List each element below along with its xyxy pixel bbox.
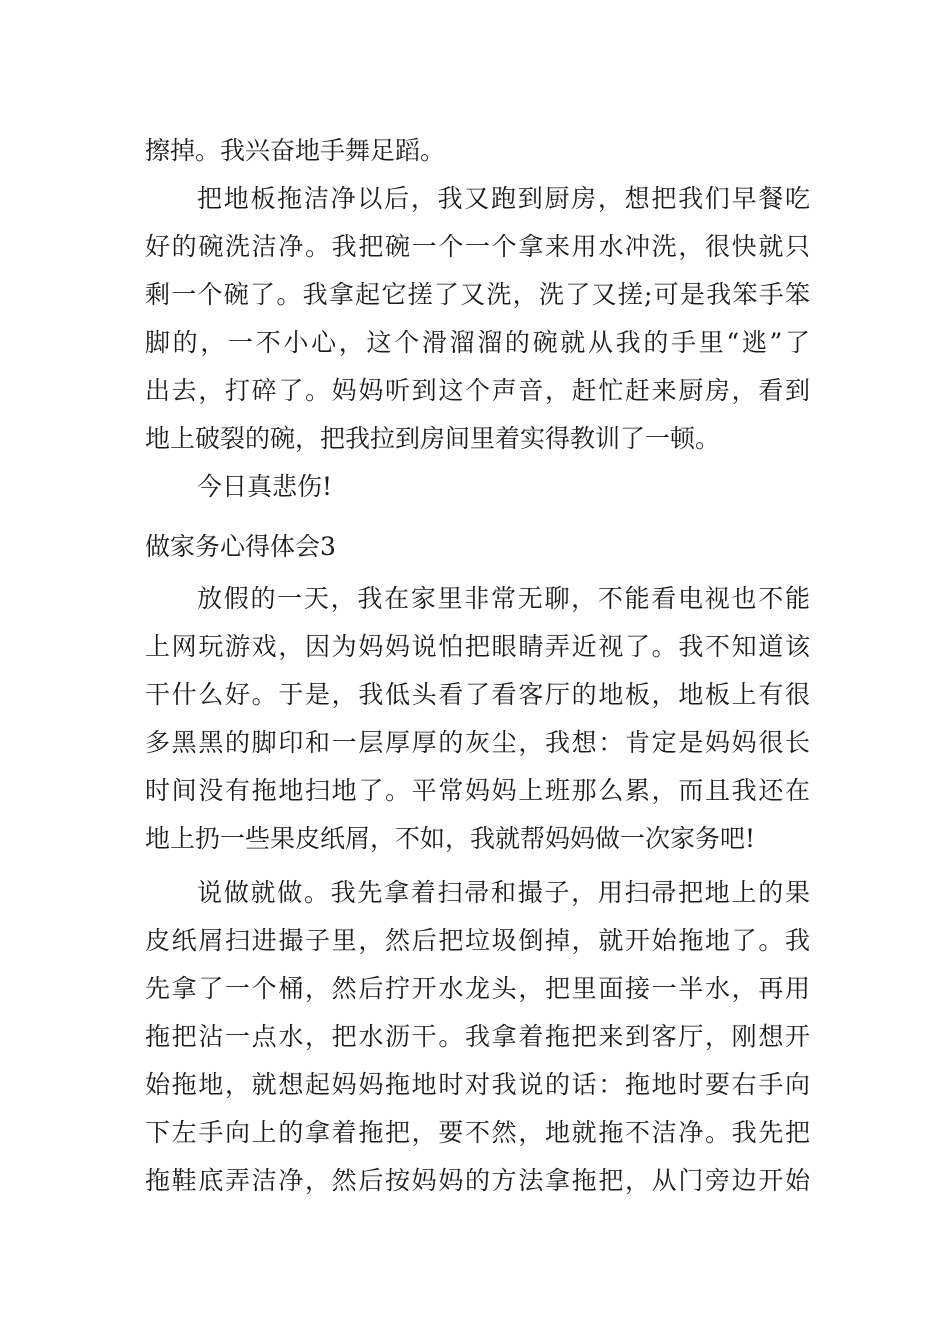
text-line: 时间没有拖地扫地了。平常妈妈上班那么累，而且我还在 xyxy=(145,776,810,805)
text-line: 拖鞋底弄洁净，然后按妈妈的方法拿拖把，从门旁边开始 xyxy=(145,1166,810,1195)
paragraph-first-line: 说做就做。我先拿着扫帚和撮子，用扫帚把地上的果 xyxy=(197,878,810,907)
text-line: 干什么好。于是，我低头看了看客厅的地板，地板上有很 xyxy=(145,680,810,709)
text-line: 上网玩游戏，因为妈妈说怕把眼睛弄近视了。我不知道该 xyxy=(145,632,810,661)
text-line: 先拿了一个桶，然后拧开水龙头，把里面接一半水，再用 xyxy=(145,974,810,1003)
text-line: 多黑黑的脚印和一层厚厚的灰尘，我想：肯定是妈妈很长 xyxy=(145,728,810,757)
text-line: 地上破裂的碗，把我拉到房间里着实得教训了一顿。 xyxy=(145,424,721,453)
section-heading: 做家务心得体会3 xyxy=(145,532,336,561)
text-line: 皮纸屑扫进撮子里，然后把垃圾倒掉，就开始拖地了。我 xyxy=(145,926,810,955)
text-line: 下左手向上的拿着拖把，要不然，地就拖不洁净。我先把 xyxy=(145,1118,810,1147)
text-line: 擦掉。我兴奋地手舞足蹈。 xyxy=(145,136,446,165)
paragraph-first-line: 今日真悲伤! xyxy=(197,472,333,501)
paragraph-first-line: 把地板拖洁净以后，我又跑到厨房，想把我们早餐吃 xyxy=(197,184,810,213)
text-line: 出去，打碎了。妈妈听到这个声音，赶忙赶来厨房，看到 xyxy=(145,376,810,405)
text-line: 剩一个碗了。我拿起它搓了又洗，洗了又搓;可是我笨手笨 xyxy=(145,280,810,309)
text-line: 地上扔一些果皮纸屑，不如，我就帮妈妈做一次家务吧! xyxy=(145,824,756,853)
paragraph-first-line: 放假的一天，我在家里非常无聊，不能看电视也不能 xyxy=(197,584,810,613)
text-line: 脚的，一不小心，这个滑溜溜的碗就从我的手里“逃”了 xyxy=(145,328,810,357)
text-line: 拖把沾一点水，把水沥干。我拿着拖把来到客厅，刚想开 xyxy=(145,1022,810,1051)
text-line: 好的碗洗洁净。我把碗一个一个拿来用水冲洗，很快就只 xyxy=(145,232,810,261)
text-line: 始拖地，就想起妈妈拖地时对我说的话：拖地时要右手向 xyxy=(145,1070,810,1099)
